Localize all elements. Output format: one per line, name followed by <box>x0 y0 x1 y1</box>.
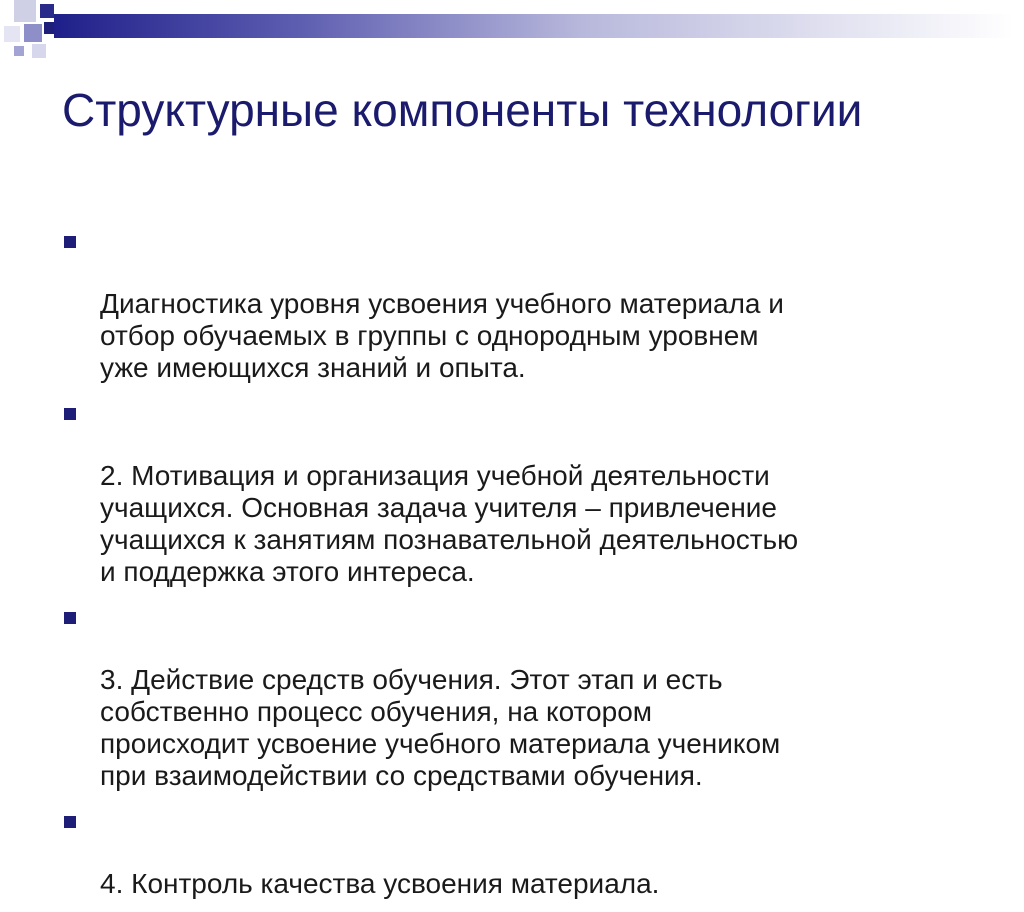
bullet-item <box>62 224 982 384</box>
bullet-text: 3. Действие средств обучения. Этот этап и есть собственно процесс обучения, на котором происходит усвоение учебного материала учеником при взаимодействии со средствами обучения. <box>100 664 781 791</box>
bullet-text: 2. Мотивация и организация учебной деятельности учащихся. Основная задача учителя – привлечение учащихся к занятиям познавательной деятельностью и поддержка этого интереса. <box>100 460 799 587</box>
bullet-item <box>62 396 982 588</box>
decorative-square-dark <box>40 4 54 18</box>
square-bullet-icon <box>64 236 76 248</box>
decorative-square-mid <box>24 24 42 42</box>
header-decoration <box>0 0 1024 60</box>
square-bullet-icon <box>64 816 76 828</box>
bullet-text: Диагностика уровня усвоения учебного материала и отбор обучаемых в группы с однородным уровнем уже имеющихся знаний и опыта. <box>100 288 784 383</box>
bullet-text: 4. Контроль качества усвоения материала. <box>100 868 660 899</box>
title-gradient-bar <box>54 14 1014 38</box>
decorative-square-light <box>4 26 20 42</box>
square-bullet-icon <box>64 408 76 420</box>
decorative-square-light <box>32 44 46 58</box>
slide-title: Структурные компоненты технологии <box>62 84 863 136</box>
bullet-item <box>62 600 982 792</box>
decorative-square-light <box>14 0 36 22</box>
bullet-list <box>62 224 982 912</box>
bullet-item <box>62 804 982 900</box>
square-bullet-icon <box>64 612 76 624</box>
decorative-square-mid <box>14 46 24 56</box>
